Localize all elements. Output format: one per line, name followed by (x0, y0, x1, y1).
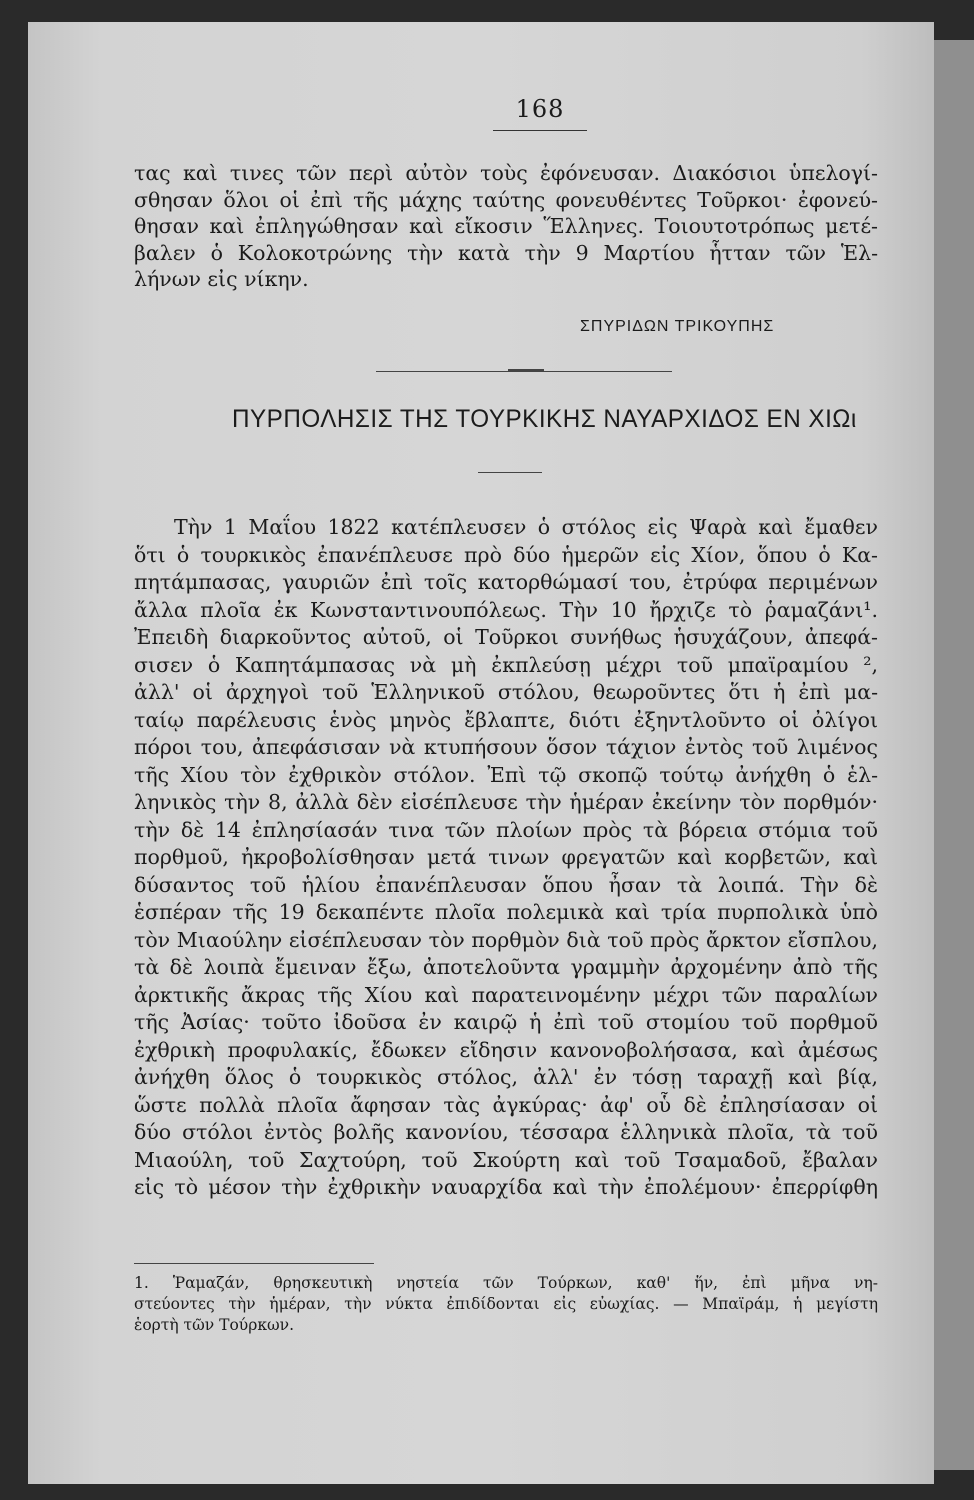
text-line: λήνων εἰς νίκην. (134, 267, 309, 291)
footnote-line: 1. Ῥαμαζάν, θρησκευτικὴ νηστεία τῶν Τούρκων, καθ' ἥν, ἐπὶ μῆνα νη- (134, 1274, 878, 1292)
section-divider-accent (508, 369, 544, 371)
text-line: ἐχθρικὴ προφυλακίς, ἔδωκεν εἴδησιν κανονοβολήσασα, καὶ ἀμέσως (134, 1037, 878, 1062)
text-line: ἀνήχθη ὅλος ὁ τουρκικὸς στόλος, ἀλλ' ἐν τόσῃ ταραχῇ καὶ βίᾳ, (134, 1065, 878, 1089)
text-line: δύο στόλοι ἐντὸς βολῆς κανονίου, τέσσαρα ἑλληνικὰ πλοῖα, τὰ τοῦ (134, 1120, 878, 1144)
text-line: πορθμοῦ, ἠκροβολίσθησαν μετά τινων φρεγατῶν καὶ κορβετῶν, καὶ (134, 845, 878, 869)
text-line: εἰς τὸ μέσον τὴν ἐχθρικὴν ναυαρχίδα καὶ τὴν ἐπολέμουν· ἐπερρίφθη (134, 1175, 878, 1199)
page-number-underline (493, 130, 587, 131)
text-line: δύσαντος τοῦ ἡλίου ἐπανέπλευσαν ὅπου ἦσαν τὰ λοιπά. Τὴν δὲ (134, 872, 878, 897)
text-line: ταίῳ παρέλευσις ἑνὸς μηνὸς ἔβλαπτε, διότι ἐξηντλοῦντο οἱ ὀλίγοι (134, 707, 878, 732)
text-line: ἄλλα πλοῖα ἐκ Κωνσταντινουπόλεως. Τὴν 10 ἤρχιζε τὸ ῥαμαζάνι¹. (134, 597, 878, 622)
text-line: ὅτι ὁ τουρκικὸς ἐπανέπλευσε πρὸ δύο ἡμερῶν εἰς Χίον, ὅπου ὁ Κα- (134, 542, 878, 567)
text-line: τὰ δὲ λοιπὰ ἔμειναν ἔξω, ἀποτελοῦντα γραμμὴν ἀρχομένην ἀπὸ τῆς (134, 955, 878, 979)
text-line: πόροι του, ἀπεφάσισαν νὰ κτυπήσουν ὅσον τάχιον ἐντὸς τοῦ λιμένος (134, 735, 878, 759)
text-line: πητάμπασας, γαυριῶν ἐπὶ τοῖς κατορθώμασί του, ἐτρύφα περιμένων (134, 570, 878, 594)
section-divider (376, 371, 672, 372)
text-line: θησαν καὶ ἐπληγώθησαν καὶ εἴκοσιν Ἕλληνες. Τοιουτοτρόπως μετέ- (134, 214, 878, 238)
text-line: ἀρκτικῆς ἄκρας τῆς Χίου καὶ παρατεινομένην μέχρι τῶν παραλίων (134, 982, 878, 1007)
text-line: Μιαούλη, τοῦ Σαχτούρη, τοῦ Σκούρτη καὶ τοῦ Τσαμαδοῦ, ἔβαλαν (134, 1147, 878, 1172)
footnote-line: ἑορτὴ τῶν Τούρκων. (134, 1316, 294, 1334)
section-title: ΠΥΡΠΟΛΗΣΙΣ ΤΗΣ ΤΟΥΡΚΙΚΗΣ ΝΑΥΑΡΧΙΔΟΣ ΕΝ ΧΙΩι (232, 405, 857, 433)
body-text (134, 514, 878, 1202)
page-number: 168 (515, 95, 565, 123)
footnote (134, 1273, 878, 1336)
text-line: Ἐπειδὴ διαρκοῦντος αὐτοῦ, οἱ Τοῦρκοι συνήθως ἡσυχάζουν, ἀπεφά- (134, 625, 878, 649)
text-line: Τὴν 1 Μαΐου 1822 κατέπλευσεν ὁ στόλος εἰς Ψαρὰ καὶ ἔμαθεν (174, 515, 878, 539)
title-underline (478, 472, 542, 473)
text-line: τῆς Χίου τὸν ἐχθρικὸν στόλον. Ἐπὶ τῷ σκοπῷ τούτῳ ἀνήχθη ὁ ἑλ- (134, 762, 878, 787)
adjacent-page-edge (934, 40, 974, 1470)
text-line: σθησαν ὅλοι οἱ ἐπὶ τῆς μάχης ταύτης φονευθέντες Τοῦρκοι· ἐφονεύ- (134, 187, 878, 212)
author-signature: ΣΠΥΡΙΔΩΝ ΤΡΙΚΟΥΠΗΣ (580, 318, 775, 335)
footnote-rule (134, 1263, 374, 1264)
text-line: τὴν δὲ 14 ἐπλησίασάν τινα τῶν πλοίων πρὸς τὰ βόρεια στόμια τοῦ (134, 817, 878, 842)
text-line: τῆς Ἀσίας· τοῦτο ἰδοῦσα ἐν καιρῷ ἡ ἐπὶ τοῦ στομίου τοῦ πορθμοῦ (134, 1010, 878, 1034)
text-line: ὥστε πολλὰ πλοῖα ἄφησαν τὰς ἀγκύρας· ἀφ' οὗ δὲ ἐπλησίασαν οἱ (134, 1092, 878, 1117)
top-paragraph (134, 160, 878, 293)
text-line: ἀλλ' οἱ ἀρχηγοὶ τοῦ Ἑλληνικοῦ στόλου, θεωροῦντες ὅτι ἡ ἐπὶ μα- (134, 680, 878, 704)
text-line: τὸν Μιαούλην εἰσέπλευσαν τὸν πορθμὸν διὰ τοῦ πρὸς ἄρκτον εἴσπλου, (134, 927, 878, 952)
text-line: ληνικὸς τὴν 8, ἀλλὰ δὲν εἰσέπλευσε τὴν ἡμέραν ἐκείνην τὸν πορθμόν· (134, 790, 878, 814)
text-line: ἑσπέραν τῆς 19 δεκαπέντε πλοῖα πολεμικὰ καὶ τρία πυρπολικὰ ὑπὸ (134, 900, 878, 924)
text-line: βαλεν ὁ Κολοκοτρώνης τὴν κατὰ τὴν 9 Μαρτίου ἧτταν τῶν Ἑλ- (134, 240, 878, 265)
text-line: σισεν ὁ Καπητάμπασας νὰ μὴ ἐκπλεύσῃ μέχρι τοῦ μπαϊραμίου ², (134, 652, 878, 677)
footnote-line: στεύοντες τὴν ἡμέραν, τὴν νύκτα ἐπιδίδονται εἰς εὐωχίας. — Μπαϊράμ, ἡ μεγίστη (134, 1295, 878, 1313)
text-line: τας καὶ τινες τῶν περὶ αὐτὸν τοὺς ἐφόνευσαν. Διακόσιοι ὑπελογί- (134, 161, 878, 185)
